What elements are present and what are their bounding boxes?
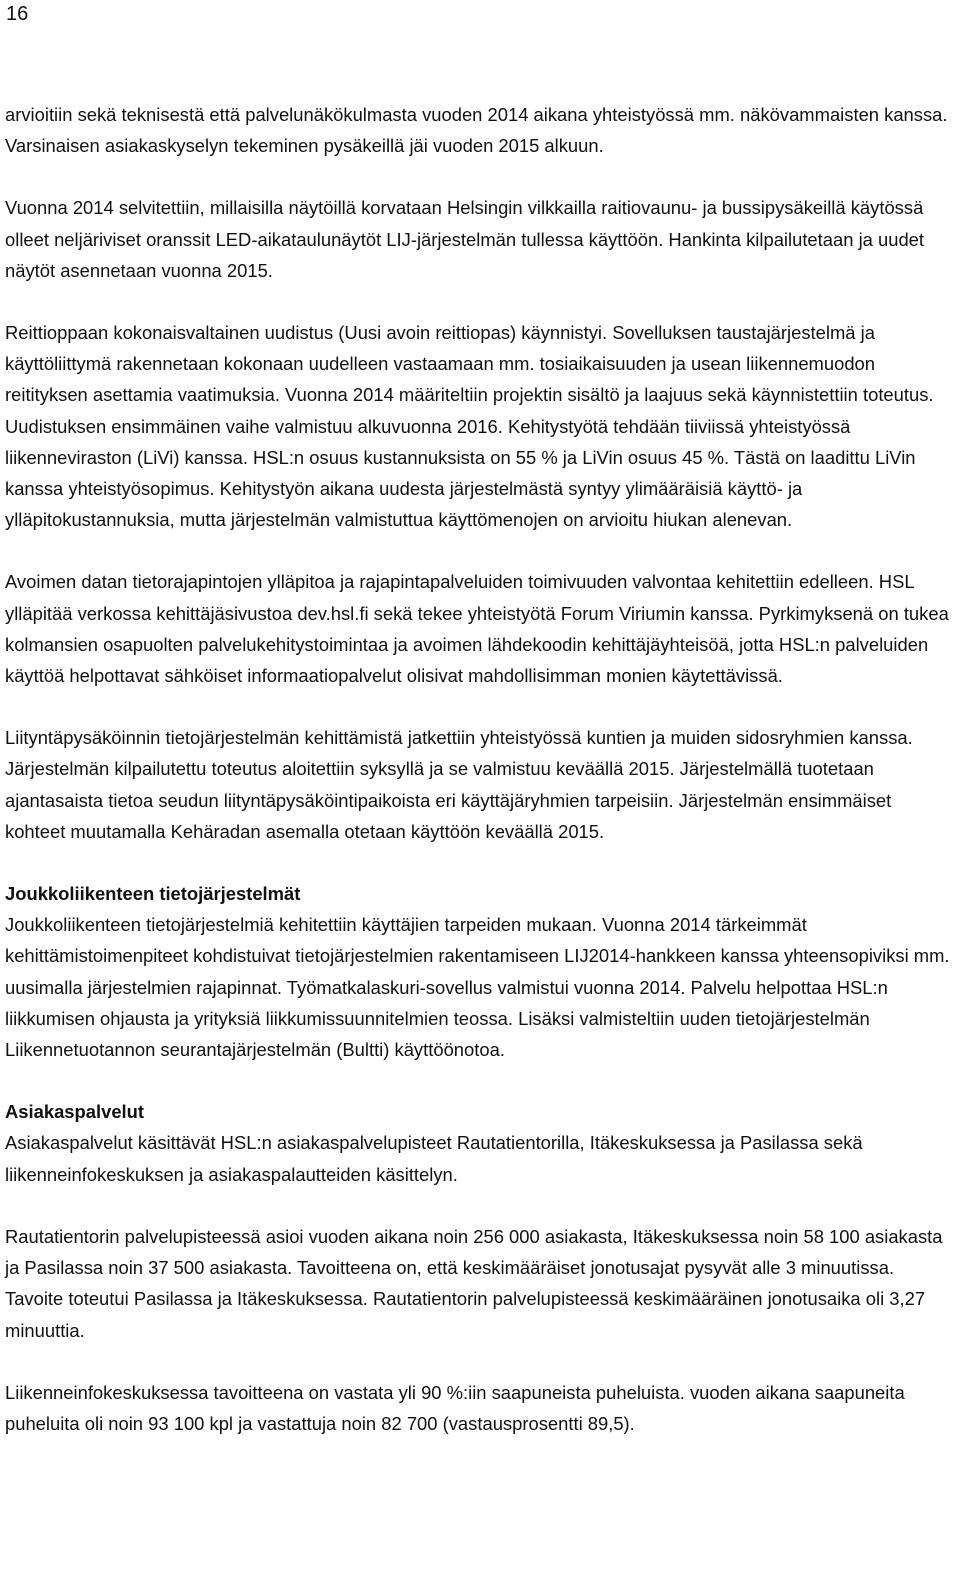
section-heading: Joukkoliikenteen tietojärjestelmät [5, 883, 301, 905]
paragraph: Reittioppaan kokonaisvaltainen uudistus (Uusi avoin reittiopas) käynnistyi. Sovelluksen taustajärjestelmä ja käyttöliittymä rakennetaan kokonaan uudelleen vastaamaan mm. tosiaikaisuuden ja usean liikennemuodon reitityksen asettamia vaatimuksia. Vuonna 2014 määriteltiin projektin sisältö ja laajuus sekä käynnistettiin toteutus. Uudistuksen ensimmäinen vaihe valmistuu alkuvuonna 2016. Kehitystyötä tehdään tiiviissä yhteistyössä liikenneviraston (LiVi) kanssa. HSL:n osuus kustannuksista on 55 % ja LiVin osuus 45 %. Tästä on laadittu LiVin kanssa yhteistyösopimus. Kehitystyön aikana uudesta järjestelmästä syntyy ylimääräisiä käyttö- ja ylläpitokustannuksia, mutta järjestelmän valmistuttua käyttömenojen on arvioitu hiukan alenevan. [5, 322, 934, 531]
document-body [5, 99, 953, 1439]
paragraph: Avoimen datan tietorajapintojen ylläpitoa ja rajapintapalveluiden toimivuuden valvontaa kehitettiin edelleen. HSL ylläpitää verkossa kehittäjäsivustoa dev.hsl.fi sekä tekee yhteistyötä Forum Viriumin kanssa. Pyrkimyksenä on tukea kolmansien osapuolten palvelukehitystoimintaa ja avoimen lähdekoodin kehittäjäyhteisöä, jotta HSL:n palveluiden käyttöä helpottavat sähköiset informaatiopalvelut olisivat mahdollisimman monien käytettävissä. [5, 571, 949, 687]
paragraph: Vuonna 2014 selvitettiin, millaisilla näytöillä korvataan Helsingin vilkkailla raitiovaunu- ja bussipysäkeillä käytössä olleet neljäriviset oranssit LED-aikataulunäytöt LIJ-järjestelmän tullessa käyttöön. Hankinta kilpailutetaan ja uudet näytöt asennetaan vuonna 2015. [5, 197, 925, 281]
paragraph: Liikenneinfokeskuksessa tavoitteena on vastata yli 90 %:iin saapuneista puheluista. vuoden aikana saapuneita puheluita oli noin 93 100 kpl ja vastattuja noin 82 700 (vastausprosentti 89,5). [5, 1381, 905, 1434]
page-number: 16 [6, 3, 29, 25]
paragraph: arvioitiin sekä teknisestä että palvelunäkökulmasta vuoden 2014 aikana yhteistyössä mm. näkövammaisten kanssa. Varsinaisen asiakaskyselyn tekeminen pysäkeillä jäi vuoden 2015 alkuun. [5, 104, 948, 157]
paragraph: Joukkoliikenteen tietojärjestelmiä kehitettiin käyttäjien tarpeiden mukaan. Vuonna 2014 tärkeimmät kehittämistoimenpiteet kohdistuivat tietojärjestelmien rakentamiseen LIJ2014-hankkeen kanssa yhteensopiviksi mm. uusimalla järjestelmien rajapinnat. Työmatkalaskuri-sovellus valmistui vuonna 2014. Palvelu helpottaa HSL:n liikkumisen ohjausta ja yrityksiä liikkumissuunnitelmien teossa. Lisäksi valmisteltiin uuden tietojärjestelmän Liikennetuotannon seurantajärjestelmän (Bultti) käyttöönotoa. [5, 914, 950, 1061]
section-heading: Asiakaspalvelut [5, 1101, 145, 1123]
paragraph: Asiakaspalvelut käsittävät HSL:n asiakaspalvelupisteet Rautatientorilla, Itäkeskuksessa ja Pasilassa sekä liikenneinfokeskuksen ja asiakaspalautteiden käsittelyn. [5, 1132, 863, 1185]
paragraph: Liityntäpysäköinnin tietojärjestelmän kehittämistä jatkettiin yhteistyössä kuntien ja muiden sidosryhmien kanssa. Järjestelmän kilpailutettu toteutus aloitettiin syksyllä ja se valmistuu keväällä 2015. Järjestelmällä tuotetaan ajantasaista tietoa seudun liityntäpysäköintipaikoista eri käyttäjäryhmien tarpeisiin. Järjestelmän ensimmäiset kohteet muutamalla Kehäradan asemalla otetaan käyttöön keväällä 2015. [5, 727, 913, 842]
paragraph: Rautatientorin palvelupisteessä asioi vuoden aikana noin 256 000 asiakasta, Itäkeskuksessa noin 58 100 asiakasta ja Pasilassa noin 37 500 asiakasta. Tavoitteena on, että keskimääräiset jonotusajat pysyvät alle 3 minuutissa. Tavoite toteutui Pasilassa ja Itäkeskuksessa. Rautatientorin palvelupisteessä keskimääräinen jonotusaika oli 3,27 minuuttia. [5, 1225, 943, 1341]
